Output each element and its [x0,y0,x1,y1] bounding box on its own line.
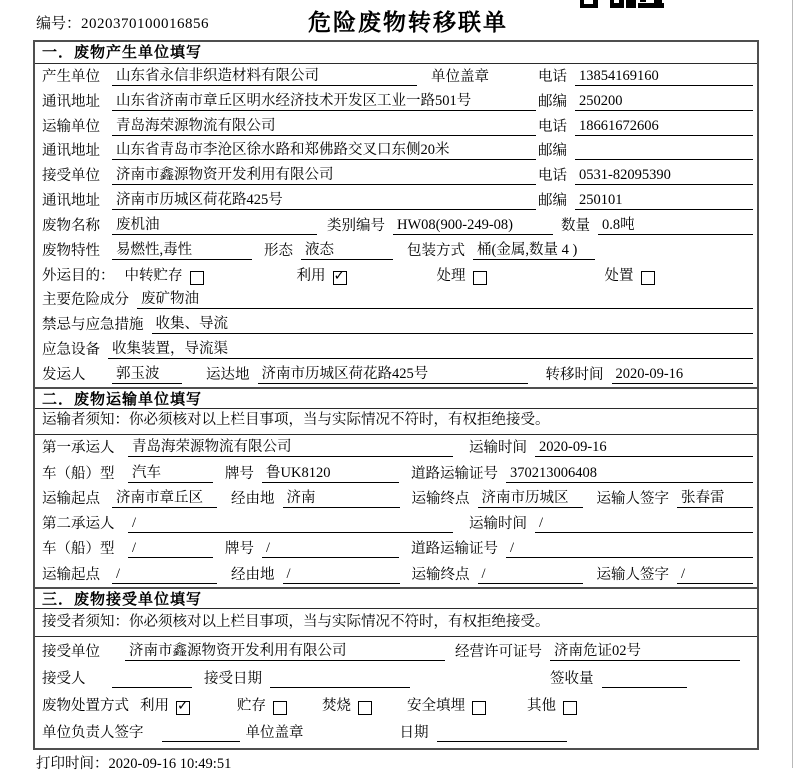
phone1-label: 电话 [538,68,567,85]
plate1-value: 鲁UK8120 [262,461,399,483]
license2-label: 道路运输证号 [411,541,498,558]
row-route-2 [35,561,757,586]
hazard-value: 废矿物油 [137,287,753,309]
packing-value: 桶(金属,数量 4 ) [473,238,595,260]
row-producer-address [35,89,757,114]
addr1-label: 通讯地址 [42,93,100,110]
row-receiving-unit [35,637,757,664]
option-label: 焚烧 [322,697,351,714]
section1 [35,64,757,387]
serial-label: 编号： [36,16,82,32]
plate2-value: / [262,540,399,558]
zip2-label: 邮编 [538,143,567,160]
page-edge-line [792,0,793,768]
sign2-value: / [677,566,753,584]
plate2-label: 牌号 [225,541,254,558]
purpose-option-utilize [297,264,347,285]
receiving-unit-label: 接受单位 [42,643,100,660]
phone2-label: 电话 [538,118,567,135]
qr-code-fragment [580,0,665,8]
receive-date-label: 接受日期 [204,670,262,687]
form-label: 形态 [264,242,293,259]
purpose-option-dispose [605,264,655,285]
vehicle1-value: 汽车 [128,461,213,483]
transfer-time-value: 2020-09-16 [612,366,754,384]
section3 [35,609,757,745]
producer-unit-value: 山东省永信非织造材料有限公司 [112,64,417,86]
row-vehicle-1 [35,460,757,485]
checkbox [358,701,372,715]
permit-label: 经营许可证号 [455,643,542,660]
via1-value: 济南 [283,486,400,508]
waste-name-value: 废机油 [112,213,317,235]
phone3-label: 电话 [538,168,567,185]
print-time-label: 打印时间： [36,756,109,772]
receiving-unit-value: 济南市鑫源物资开发利用有限公司 [125,639,445,661]
phone3-value: 0531-82095390 [575,167,753,185]
shipper-value: 郭玉波 [112,362,182,384]
sign2-label: 运输人签字 [596,566,669,583]
recipient-value [112,671,192,688]
amount-label: 签收量 [550,670,594,687]
character-label: 废物特性 [42,242,100,259]
equipment-label: 应急设备 [42,342,100,359]
license1-value: 370213006408 [506,465,753,483]
purpose-option-treat [437,264,487,285]
carrier2-label: 第二承运人 [42,516,115,533]
phone1-value: 13854169160 [575,68,753,86]
carrier2-value: / [128,515,453,533]
row-producer-unit [35,64,757,89]
dest-label: 运达地 [206,366,250,383]
date2-label: 日期 [399,724,429,741]
checkbox [176,701,190,715]
serial-value: 2020370100016856 [81,16,210,32]
row-second-carrier [35,511,757,536]
section3-heading: 三．废物接受单位填写 [35,587,757,609]
equipment-value: 收集装置，导流渠 [108,337,753,359]
hazard-label: 主要危险成分 [42,292,129,309]
license1-label: 道路运输证号 [411,465,498,482]
receiver-value: 济南市鑫源物资开发利用有限公司 [112,163,536,185]
checkbox [333,271,347,285]
option-label: 其他 [527,697,556,714]
print-time-value: 2020-09-16 10:49:51 [108,756,232,772]
quantity-value: 0.8吨 [598,213,753,235]
row-route-1 [35,486,757,511]
addr1-value: 山东省济南市章丘区明水经济技术开发区工业一路501号 [112,89,536,111]
time1-value: 2020-09-16 [535,439,753,457]
end1-value: 济南市历城区 [478,486,583,508]
taboo-value: 收集、导流 [152,312,754,334]
vehicle2-label: 车（船）型 [42,541,115,558]
row-disposal-method [35,691,757,718]
section2 [35,409,757,587]
waste-name-label: 废物名称 [42,217,100,234]
row-receiver-unit [35,163,757,188]
addr3-label: 通讯地址 [42,193,100,210]
vehicle2-value: / [128,540,213,558]
via2-label: 经由地 [231,566,275,583]
disposal-option-incinerate [322,694,372,715]
option-label: 利用 [140,697,169,714]
option-label: 处置 [604,267,634,284]
row-emergency-equipment [35,337,757,362]
qr-block [626,0,636,8]
time2-value: / [535,515,753,533]
zip3-value: 250101 [575,192,753,210]
license2-value: / [506,540,753,558]
receiver-notice: 接受者须知：你必须核对以上栏目事项，当与实际情况不符时，有权拒绝接受。 [35,609,757,637]
taboo-label: 禁忌与应急措施 [42,317,144,334]
carrier1-label: 第一承运人 [42,440,115,457]
checkbox [563,701,577,715]
disposal-option-utilize [140,694,190,715]
option-label: 中转贮存 [124,267,183,284]
permit-value: 济南危证02号 [550,639,740,661]
transfer-time-label: 转移时间 [545,366,604,383]
section1-heading: 一．废物产生单位填写 [35,42,757,64]
qr-block [614,0,619,3]
origin1-label: 运输起点 [42,490,100,507]
phone2-value: 18661672606 [575,118,753,136]
manifest-form [33,40,759,750]
print-time [36,752,231,773]
row-purpose [35,263,757,288]
checkbox [273,701,287,715]
page-title: 危险废物转移联单 [308,9,508,35]
option-label: 处理 [436,267,466,284]
carrier1-value: 青岛海荣源物流有限公司 [128,435,453,457]
time1-label: 运输时间 [469,440,527,457]
option-label: 贮存 [237,697,266,714]
receiver-label: 接受单位 [42,168,100,185]
qr-block [654,0,662,8]
disposal-option-landfill [407,694,486,715]
serial-number [36,12,209,33]
row-hazard-component [35,288,757,313]
row-head-signature [35,718,757,745]
qr-block [640,0,646,2]
vehicle1-label: 车（船）型 [42,465,115,482]
via1-label: 经由地 [231,490,275,507]
dest-value: 济南市历城区荷花路425号 [258,362,528,384]
disposal-option-other [527,694,577,715]
disposal-option-storage [237,694,287,715]
row-waste-character [35,238,757,263]
disposal-label: 废物处置方式 [42,697,129,714]
row-first-carrier [35,435,757,460]
option-label: 安全填埋 [407,697,465,714]
end2-value: / [478,566,583,584]
zip1-value: 250200 [575,93,753,111]
zip1-label: 邮编 [538,93,567,110]
unit-seal-label: 单位盖章 [431,68,489,85]
row-transport-unit [35,114,757,139]
amount-value [602,671,687,688]
category-value: HW08(900-249-08) [393,217,553,235]
row-vehicle-2 [35,536,757,561]
sign1-label: 运输人签字 [596,490,669,507]
row-transport-address [35,139,757,164]
checkbox [190,271,204,285]
date2-value [437,725,567,742]
time2-label: 运输时间 [469,516,527,533]
purpose-label: 外运目的： [42,267,115,284]
qr-block [584,0,593,4]
form-value: 液态 [301,238,393,260]
via2-value: / [283,566,400,584]
checkbox [641,271,655,285]
quantity-label: 数量 [561,217,590,234]
checkbox [473,271,487,285]
addr2-value: 山东省青岛市李沧区徐水路和郑佛路交叉口东侧20米 [112,138,536,160]
sign1-value: 张春雷 [677,486,753,508]
origin2-label: 运输起点 [42,566,100,583]
transporter-label: 运输单位 [42,118,100,135]
unit-seal2-label: 单位盖章 [245,724,304,741]
producer-unit-label: 产生单位 [42,68,100,85]
row-receiver-address [35,188,757,213]
transporter-value: 青岛海荣源物流有限公司 [112,114,536,136]
purpose-option-transfer-storage [125,264,204,285]
row-shipper [35,362,757,387]
packing-label: 包装方式 [407,242,465,259]
end1-label: 运输终点 [411,490,470,507]
zip3-label: 邮编 [538,193,567,210]
option-label: 利用 [296,267,326,284]
plate1-label: 牌号 [225,465,254,482]
checkbox [472,701,486,715]
zip2-value [575,143,753,160]
row-waste-name [35,213,757,238]
end2-label: 运输终点 [411,566,470,583]
origin2-value: / [112,566,217,584]
character-value: 易燃性,毒性 [112,238,252,260]
row-taboo-measures [35,312,757,337]
head-sign-value [162,725,240,742]
origin1-value: 济南市章丘区 [112,486,217,508]
section2-heading: 二．废物运输单位填写 [35,387,757,409]
receive-date-value [270,671,410,688]
row-recipient [35,664,757,691]
recipient-label: 接受人 [42,670,86,687]
category-label: 类别编号 [327,217,385,234]
shipper-label: 发运人 [42,366,86,383]
addr2-label: 通讯地址 [42,143,100,160]
addr3-value: 济南市历城区荷花路425号 [112,188,536,210]
head-sign-label: 单位负责人签字 [42,724,144,741]
transporter-notice: 运输者须知：你必须核对以上栏目事项，当与实际情况不符时，有权拒绝接受。 [35,409,757,435]
